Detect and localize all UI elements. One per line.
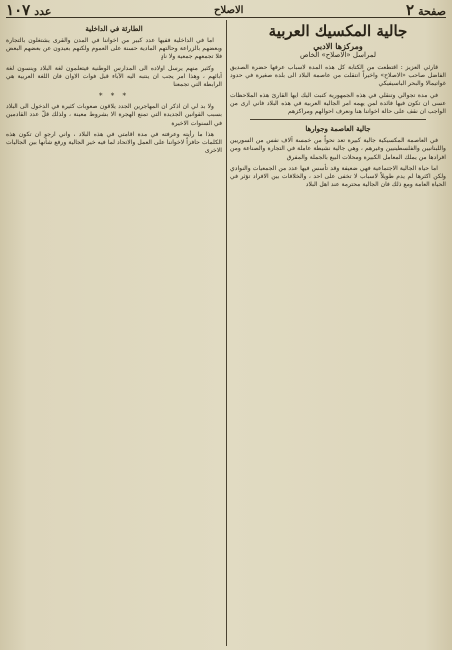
right-column (230, 20, 446, 646)
body-paragraph: ولا بد لي ان اذكر ان المهاجرين الجدد يلاقون صعوبات كثيرة في الدخول الى البلاد بسبب القوانين الجديدة التي تمنع الهجرة الا بشروط معينة ، ولذلك قلّ عدد القادمين في السنوات الاخيرة (6, 103, 222, 127)
page-header (6, 3, 446, 18)
body-paragraph: في العاصمة المكسيكية جالية كبيرة تعد نحواً من خمسة آلاف نفس من السوريين واللبنانيين والفلسطينيين وغيرهم ، وهي جالية نشيطة عاملة في التجارة والصناعة ومن افرادها من يملك المعامل الكبيرة ومحلات البيع بالجملة والمفرق (230, 137, 446, 161)
page-number-block (406, 1, 446, 19)
issue-number: ١٠٧ (6, 1, 31, 19)
intro-paragraph: في مدة تجوالي وتنقلي في هذه الجمهورية كتبت اليك ايها القارئ هذه الملاحظات عسى ان تكون فيها فائدة لمن يهمه امر الجالية العربية في هذه البلاد فاني ارى من الواجب ان نقف على حالة اخواننا هنا ونعرف احوالهم ومراكزهم (230, 91, 446, 116)
page-number: ٢ (406, 1, 415, 19)
page-label: صفحة (418, 5, 446, 18)
body-paragraph: اما حياة الجالية الاجتماعية فهي ضعيفة وقد تأسس فيها عدد من الجمعيات والنوادي ولكن اكثرها لم يدم طويلاً لاسباب لا تخفى على احد ، والخلافات بين الافراد تؤثر في الحياة العامة ومع ذلك فان الجالية محترمة عند اهل البلاد (230, 164, 446, 189)
section-rule (250, 119, 426, 120)
separator-stars: * * * (99, 92, 129, 101)
article-title: جالية المكسيك العربية (268, 22, 408, 40)
intro-paragraph: قارئي العزيز : اقتطعت من الكتابة كل هذه المدة لاسباب عرفها حضرة الصديق الفاضل صاحب «الاصلاح» واخيراً انتقلت من عاصمة البلاد الى بلدة صغيرة في حدود غواتيمالا والبحر الباسيفيكي (230, 64, 446, 88)
column-divider (226, 20, 227, 646)
body-paragraph: هذا ما رأيته وعرفته في مدة اقامتي في هذه البلاد ، واني ارجو ان تكون هذه الكلمات حافزاً لاخواننا على العمل والاتحاد لما فيه خير الجالية ورفع شأنها بين الجاليات الاخرى (6, 130, 222, 155)
left-column (6, 20, 222, 646)
body-paragraph: وكثير منهم يرسل اولاده الى المدارس الوطنية فيتعلمون لغة البلاد وينسون لغة آبائهم ، وهذا امر يجب ان ينتبه اليه الآباء قبل فوات الاوان فان اللغة العربية هي الرابطة التي تجمعنا (6, 64, 222, 89)
article-byline: لمراسل «الاصلاح» الخاص (300, 51, 376, 59)
issue-label: عدد (34, 5, 52, 18)
section-heading: الطارئة في الداخلية (85, 24, 143, 33)
article-subtitle: ومركزها الادبي (313, 41, 363, 51)
magazine-name: الاصلاح (214, 4, 244, 16)
issue-number-block (6, 1, 51, 19)
section-heading: جالية العاصمة وجوارها (305, 124, 371, 134)
body-paragraph: اما في الداخلية ففيها عدد كبير من اخواننا في المدن والقرى يشتغلون بالتجارة وبعضهم بالزراعة وحالتهم المادية حسنة على العموم ولكنهم بعيدون عن بعضهم البعض فلا تجمعهم جمعية ولا نادٍ (6, 37, 222, 61)
